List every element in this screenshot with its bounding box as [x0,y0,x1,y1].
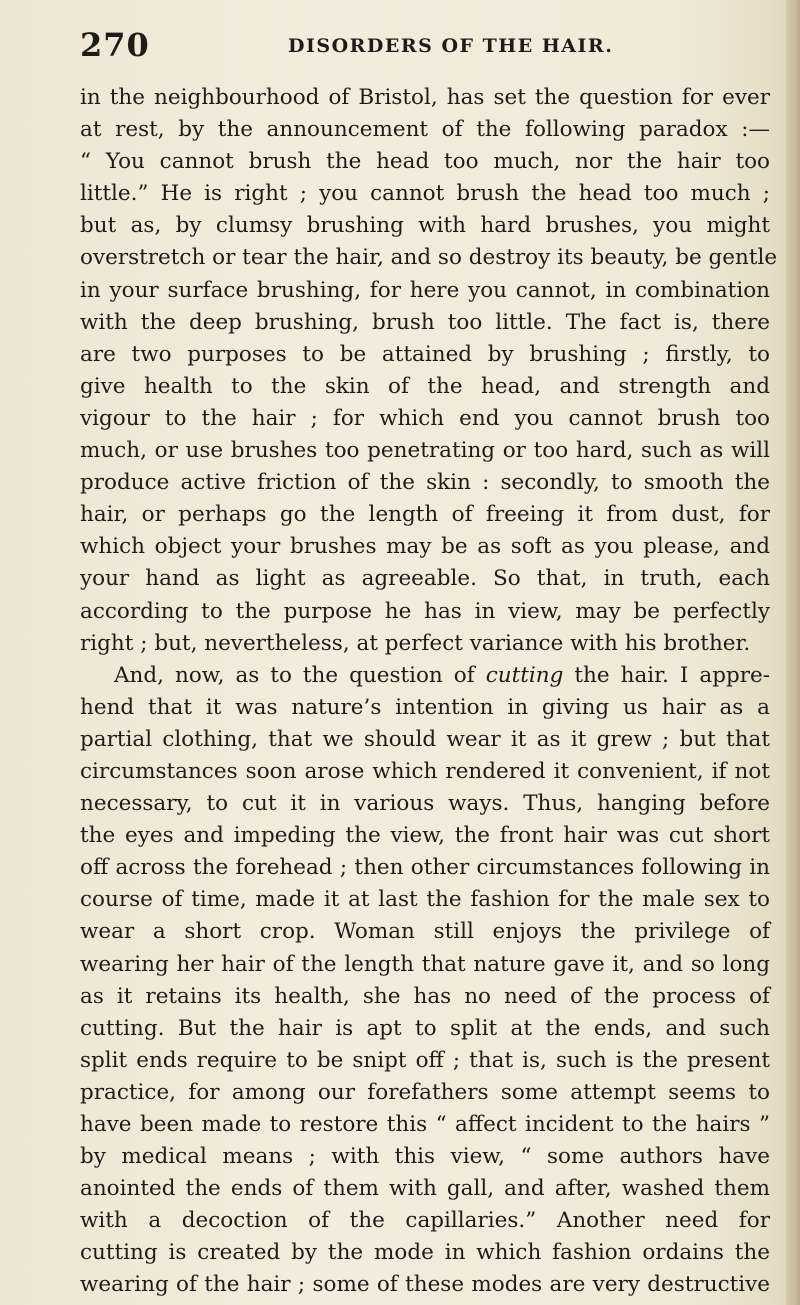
text-line: vigour to the hair ; for which end you cannot brush too [80,405,770,431]
text-line: have been made to restore this “ affect incident to the hairs ” [80,1112,770,1137]
text-line: cutting is created by the mode in which fashion ordains the [80,1240,770,1266]
text-line-with-italic [80,660,770,692]
text-line: wear a short crop. Woman still enjoys the privilege of [80,919,770,945]
text-line: necessary, to cut it in various ways. Thus, hanging before [80,791,770,817]
text-line: by medical means ; with this view, “ some authors have [80,1144,770,1170]
page-edge [786,0,800,1305]
text-line: circumstances soon arose which rendered it convenient, if not [80,758,770,784]
running-title: DISORDERS OF THE HAIR. [288,35,614,57]
text-line: give health to the skin of the head, and strength and [80,373,770,399]
text-line: little.” He is right ; you cannot brush the head too much ; [80,181,770,207]
italic-word: cutting [485,662,564,688]
text-line: produce active friction of the skin : secondly, to smooth the [80,470,770,496]
page-header [80,26,720,66]
text-line: split ends require to be snipt off ; that is, such is the present [80,1047,770,1073]
text-line: anointed the ends of them with gall, and after, washed them [80,1176,770,1202]
text-line: in the neighbourhood of Bristol, has set the question for ever [80,85,770,110]
text-line: with a decoction of the capillaries.” Another need for [80,1208,770,1234]
text-line: the eyes and impeding the view, the front hair was cut short [80,823,770,849]
text-line: hair, or perhaps go the length of freeing it from dust, for [80,502,770,528]
text-line: overstretch or tear the hair, and so destroy its beauty, be gentle [80,245,778,271]
text-line: partial clothing, that we should wear it as it grew ; but that [80,726,770,752]
text-line: much, or use brushes too penetrating or too hard, such as will [80,438,770,464]
text-line: hend that it was nature’s intention in giving us hair as a [80,694,770,720]
text-line: which object your brushes may be as soft as you please, and [80,534,770,560]
text-line: right ; but, nevertheless, at perfect variance with his brother. [80,630,751,656]
text-line: practice, for among our forefathers some attempt seems to [80,1079,770,1105]
text-line: wearing of the hair ; some of these modes are very destructive [80,1272,770,1298]
text-line: “ You cannot brush the head too much, nor the hair too [80,149,770,175]
text-line: your hand as light as agreeable. So that, in truth, each [80,566,770,592]
text-line: are two purposes to be attained by brushing ; firstly, to [80,341,770,367]
line-start: And, now, as to the question of [114,662,475,688]
text-line: at rest, by the announcement of the following paradox :— [80,117,770,143]
text-line: with the deep brushing, brush too little. The fact is, there [80,309,770,335]
text-line: wearing her hair of the length that nature gave it, and so long [80,951,770,977]
page-number: 270 [80,26,150,64]
text-line: course of time, made it at last the fashion for the male sex to [80,887,770,913]
body-text [80,82,778,1302]
line-end: the hair. I appre- [563,662,770,688]
text-line: but as, by clumsy brushing with hard brushes, you might [80,213,770,239]
text-line: according to the purpose he has in view, may be perfectly [80,598,770,624]
text-line: off across the forehead ; then other circumstances following in [80,855,770,881]
text-line: cutting. But the hair is apt to split at the ends, and such [80,1015,770,1041]
text-line: in your surface brushing, for here you cannot, in combination [80,277,770,303]
text-line: as it retains its health, she has no need of the process of [80,983,770,1009]
